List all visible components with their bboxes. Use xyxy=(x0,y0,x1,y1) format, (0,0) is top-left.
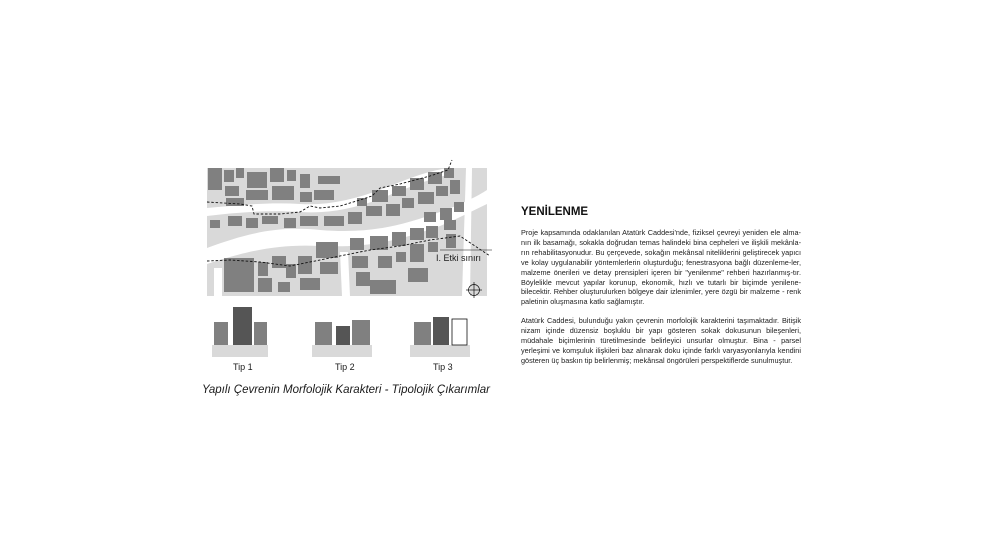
type-3-label: Tip 3 xyxy=(433,362,453,372)
section-paragraph-2: Atatürk Caddesi, bulunduğu yakın çevrenin morfolojik karakterini taşımaktadır. Bitişik nizam içinde düzensiz boşluklu bir yapı gösteren sokak dokusunun bileşenleri, müdahale biçimlerinin türetilmesinde belirleyici unsurlar olmuştur. Bina - parsel yerleşimi ve komşuluk ilişkileri baz alınarak doku içinde farklı varyasyonlarıyla kendini gösteren üç baskın tip belirlenmiş; mekânsal öngörüleri perspektiflerde sunulmuştur. xyxy=(521,316,801,365)
figure-caption: Yapılı Çevrenin Morfolojik Karakteri - Tipolojik Çıkarımlar xyxy=(202,384,490,396)
type-1-diagram xyxy=(212,307,268,357)
section-paragraph-1: Proje kapsamında odaklanılan Atatürk Caddesi'nde, fiziksel çevreyi yeniden ele alma-nın ilk basamağı, sokakla doğrudan temas halindeki bina cepheleri ve ilişkili mekânla-rın rehabilitasyonudur. Bu çerçevede, sokağın mekânsal niteliklerini geliştirecek yapıcı ve kolay uygulanabilir yöntemlerlerin oluşturduğu; fenestrasyona bağlı düzenleme-ler, malzeme önerileri ve detay prensipleri içeren bir "yenilenme" rehberi hazırlanmış-tır. Böylelikle mevcut yapılar korunup, ekonomik, hızlı ve tutarlı bir biçimde yenilene-bilecektir. Rehber oluşturulurken bölgeye dair izlenimler, yere özgü bir malzeme - renk paletinin oluşmasına katkı sağlamıştır. xyxy=(521,228,801,307)
typology-diagrams xyxy=(212,307,470,372)
boundary-label: I. Etki sınırı xyxy=(436,253,482,263)
side-street-west xyxy=(214,268,222,296)
section-heading: YENİLENME xyxy=(521,206,589,218)
type-2-diagram xyxy=(312,320,372,357)
site-plan-map xyxy=(207,160,492,298)
renewal-section xyxy=(521,206,801,375)
type-2-label: Tip 2 xyxy=(335,362,355,372)
type-1-label: Tip 1 xyxy=(233,362,253,372)
type-3-diagram xyxy=(410,317,470,357)
